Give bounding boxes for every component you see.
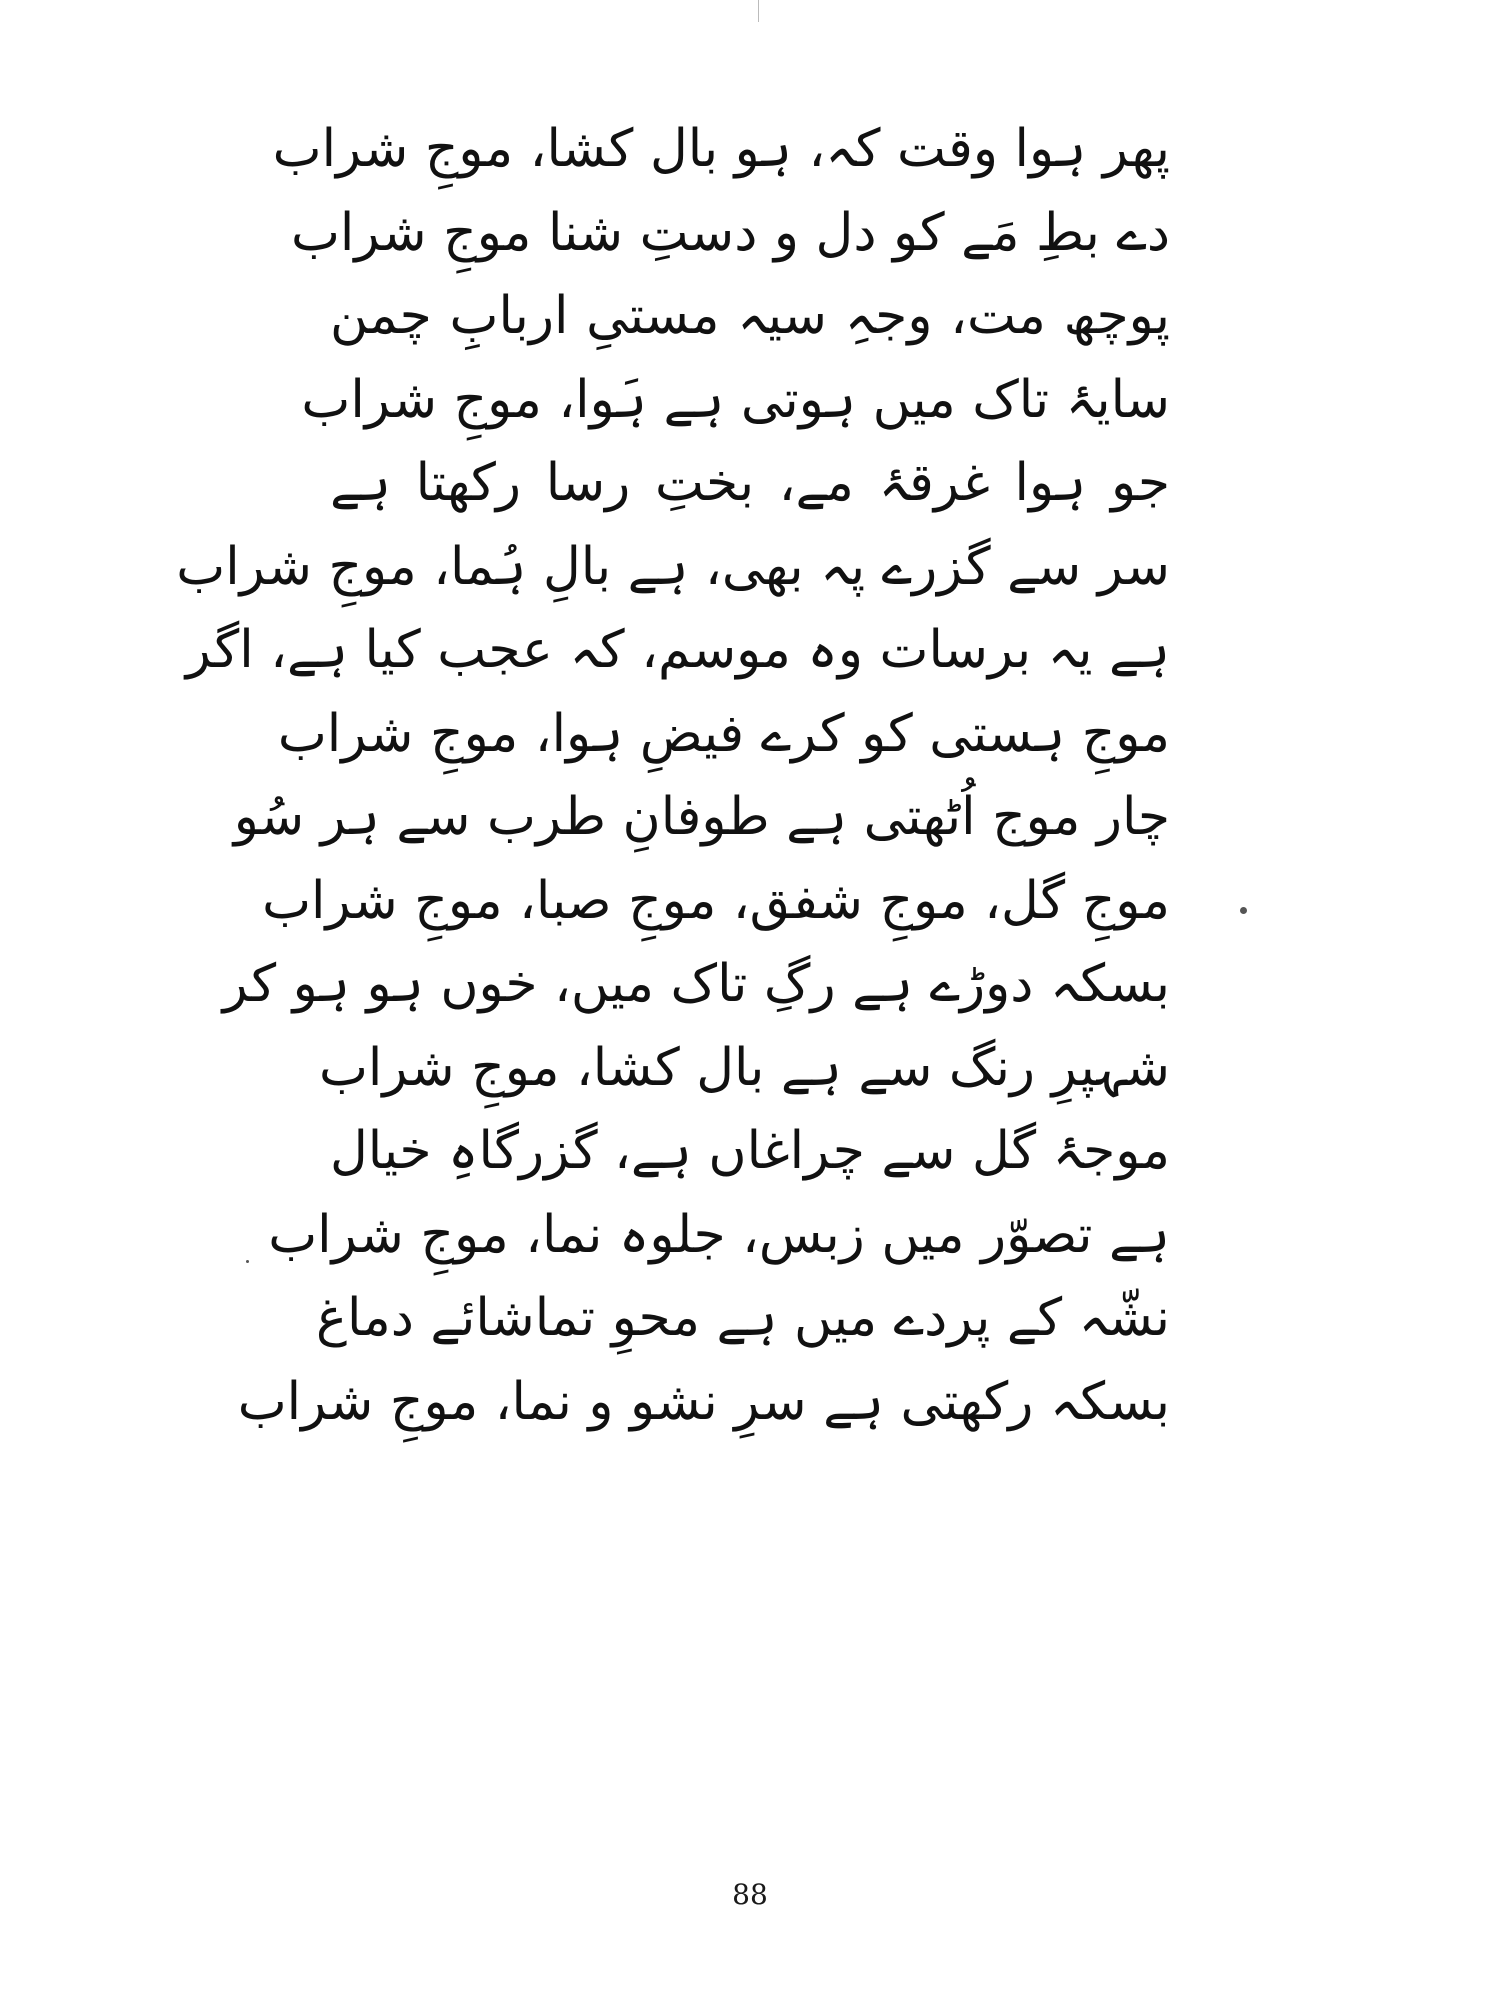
verse-line: سر سے گزرے پہ بھی، ہے بالِ ہُما، موجِ شراب xyxy=(176,536,1170,597)
scan-speck xyxy=(1240,907,1247,914)
verse-line: شہپرِ رنگ سے ہے بال کشا، موجِ شراب xyxy=(318,1037,1170,1098)
ghazal-text xyxy=(176,108,1170,1444)
verse-line: بسکہ دوڑے ہے رگِ تاک میں، خوں ہو ہو کر xyxy=(222,954,1170,1014)
verse-line: ہے یہ برسات وہ موسم، کہ عجب کیا ہے، اگر xyxy=(185,620,1170,680)
verse-line: موجۂ گل سے چراغاں ہے، گزرگاہِ خیال xyxy=(330,1121,1170,1181)
scan-edge-mark xyxy=(758,0,759,22)
page-number: 88 xyxy=(732,1878,768,1911)
verse-line: پھر ہوا وقت کہ، ہو بال کشا، موجِ شراب xyxy=(272,119,1170,179)
verse-line: موجِ ہستی کو کرے فیضِ ہوا، موجِ شراب xyxy=(277,703,1170,764)
verse-line: سایۂ تاک میں ہوتی ہے ہَوا، موجِ شراب xyxy=(301,369,1170,430)
verse-line: موجِ گل، موجِ شفق، موجِ صبا، موجِ شراب xyxy=(262,870,1170,931)
scan-speck xyxy=(246,1260,249,1263)
verse-line: ہے تصوّر میں زبس، جلوہ نما، موجِ شراب xyxy=(268,1204,1170,1265)
verse-line: چار موج اُٹھتی ہے طوفانِ طرب سے ہر سُو xyxy=(233,787,1170,847)
verse-line: بسکہ رکھتی ہے سرِ نشو و نما، موجِ شراب xyxy=(237,1371,1170,1432)
verse-line: دے بطِ مَے کو دل و دستِ شنا موجِ شراب xyxy=(290,202,1170,263)
verse-line: جو ہوا غرقۂ مے، بختِ رسا رکھتا ہے xyxy=(330,453,1170,513)
verse-line: پوچھ مت، وجہِ سیہ مستیِ اربابِ چمن xyxy=(330,286,1170,346)
verse-line: نشّہ کے پردے میں ہے محوِ تماشائے دماغ xyxy=(315,1288,1170,1348)
